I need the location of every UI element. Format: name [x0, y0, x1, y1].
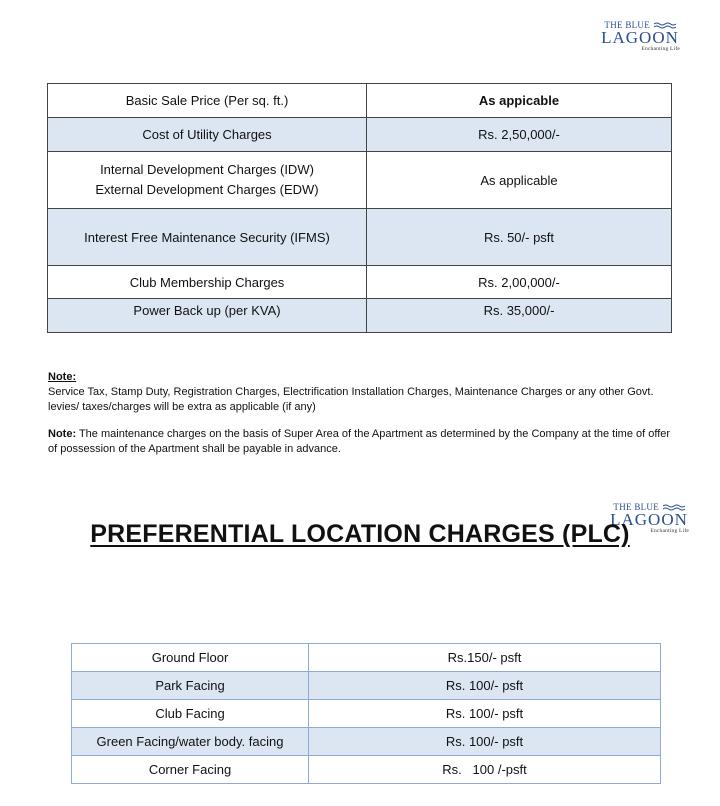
logo-name: LAGOON: [601, 28, 679, 47]
table-row: [48, 152, 672, 209]
row-label: [48, 152, 367, 209]
table-row: [72, 728, 661, 756]
row-value: Rs. 2,00,000/-: [367, 266, 672, 299]
table-row: [72, 756, 661, 784]
plc-table: [71, 643, 661, 784]
table-row: [72, 672, 661, 700]
plc-heading-text: PREFERENTIAL LOCATION CHARGES (PLC): [90, 520, 630, 548]
note-label: Note:: [48, 428, 77, 440]
row-value: Rs.150/- psft: [309, 644, 661, 672]
row-label-line2: External Development Charges (EDW): [95, 182, 319, 197]
note-maintenance: [48, 427, 678, 457]
note-taxes: [48, 370, 678, 415]
logo-name: LAGOON: [610, 510, 688, 529]
table-row: [48, 118, 672, 152]
note-label: Note:: [48, 371, 77, 383]
row-label: Club Facing: [72, 700, 309, 728]
row-value: Rs. 50/- psft: [367, 209, 672, 266]
price-table: [47, 83, 672, 333]
row-label: Cost of Utility Charges: [48, 118, 367, 152]
logo-tagline: Enchanting Life: [650, 528, 689, 534]
row-value: Rs. 100 /-psft: [309, 756, 661, 784]
row-value: Rs. 100/- psft: [309, 672, 661, 700]
table-row: [72, 644, 661, 672]
row-value: Rs. 100/- psft: [309, 700, 661, 728]
row-label: Corner Facing: [72, 756, 309, 784]
table-row: [72, 700, 661, 728]
row-label: Interest Free Maintenance Security (IFMS): [48, 209, 367, 266]
brand-logo: [600, 20, 680, 53]
logo-line1: THE BLUE: [613, 502, 660, 512]
row-value: Rs. 100/- psft: [309, 728, 661, 756]
row-label-line1: Internal Development Charges (IDW): [100, 162, 314, 177]
plc-heading: [0, 520, 720, 549]
row-label: Basic Sale Price (Per sq. ft.): [48, 84, 367, 118]
table-row: [48, 266, 672, 299]
row-value: As applicable: [367, 152, 672, 209]
row-label: Park Facing: [72, 672, 309, 700]
row-label: Green Facing/water body. facing: [72, 728, 309, 756]
note-text: Service Tax, Stamp Duty, Registration Charges, Electrification Installation Charges, Maintenance Charges or any other Govt. levies/ taxes/charges will be extra as applicable (if any): [48, 386, 654, 413]
table-row: [48, 209, 672, 266]
row-label: Power Back up (per KVA): [48, 299, 367, 333]
row-value: Rs. 35,000/-: [367, 299, 672, 333]
table-row: [48, 299, 672, 333]
logo-tagline: Enchanting Life: [641, 46, 680, 52]
row-label: Club Membership Charges: [48, 266, 367, 299]
table-row: [48, 84, 672, 118]
row-value: Rs. 2,50,000/-: [367, 118, 672, 152]
row-label: Ground Floor: [72, 644, 309, 672]
logo-line1: THE BLUE: [604, 20, 651, 30]
row-value: As appicable: [367, 84, 672, 118]
note-text: The maintenance charges on the basis of Super Area of the Apartment as determined by the Company at the time of offer of possession of the Apartment shall be payable in advance.: [48, 428, 671, 455]
